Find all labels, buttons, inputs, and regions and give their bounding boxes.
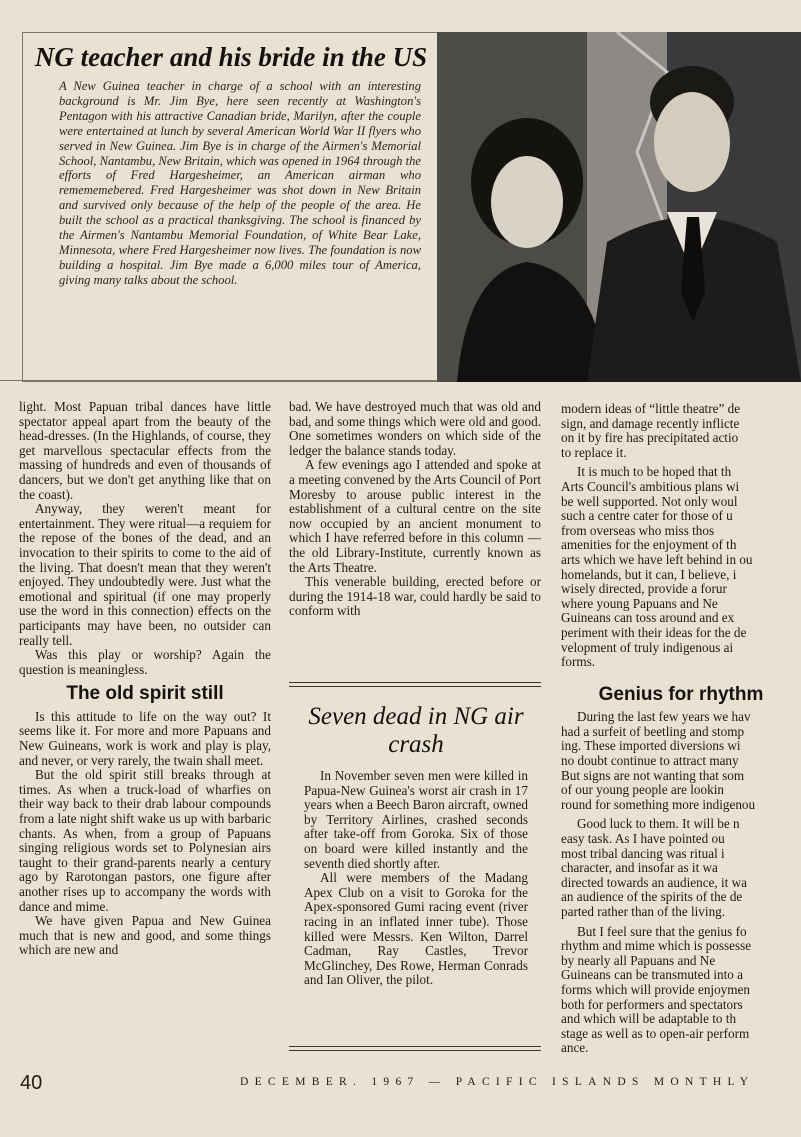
text-line: where young Papuans and Ne bbox=[561, 595, 718, 611]
couple-photo bbox=[437, 32, 801, 382]
paragraph: All were members of the Madang Apex Club on a visit to Goroka for the Apex-sponsored Gumi racing event (river racing in an inflated inner tube). Those killed were Messrs. Ken Wilton, Darrel Cadman, Ray Castles, Trevor McGlinchey, Des Rowe, Herman Conrads and Ian Oliver, the pilot. bbox=[304, 870, 528, 988]
paragraph: A few evenings ago I attended and spoke at a meeting convened by the Arts Council of Port Moresby to arouse public interest in the establishment of a cultural centre on the site now occupied by an ancient monument to which I have referred before in this column — the old Library-Institute, currently known as the Arts Theatre. bbox=[289, 457, 541, 575]
text-line: ance. bbox=[561, 1040, 589, 1056]
text-line: It is much to be hoped that th bbox=[577, 464, 732, 480]
paragraph: light. Most Papuan tribal dances have little spectator appeal apart from the beauty of the head-dresses. (In the Highlands, of course, they get marvellous spectacular effects from the massing of hundreds and even of thousands of dancers, but we don't get anything like that on the coast). bbox=[19, 399, 271, 502]
text-line: an audience of the spirits of the de bbox=[561, 889, 743, 905]
paragraph: Is this attitude to life on the way out? It seems like it. For more and more Papuans and New Guineans, work is work and play is play, and never, or very rarely, the twain shall meet. bbox=[19, 708, 271, 768]
text-line: But I feel sure that the genius fo bbox=[577, 923, 747, 939]
text-line: sign, and damage recently inflicte bbox=[561, 415, 740, 431]
text-line: be well supported. Not only woul bbox=[561, 493, 738, 509]
running-footer: DECEMBER. 1967 — PACIFIC ISLANDS MONTHLY bbox=[240, 1076, 755, 1088]
text-line: periment with their ideas for the de bbox=[561, 624, 747, 640]
paragraph: bad. We have destroyed much that was old and bad, and some things which were old and good. One sometimes wonders on which side of the ledger the balance stands today. bbox=[289, 399, 541, 458]
column-1 bbox=[19, 400, 271, 958]
text-line: most tribal dancing was ritual i bbox=[561, 845, 725, 861]
text-line: on it by fire has precipitated actio bbox=[561, 430, 739, 446]
paragraph: Anyway, they weren't meant for entertainment. They were ritual—a requiem for the repose of the bones of the dead, and an invocation to their spirits to come to the aid of the living. That doesn't mean that they weren't enjoyed. They undoubtedly were. Just what the emotional and spiritual (if one may properly use the word in this connection) effects on the participants may have been, no outsider can really tell. bbox=[19, 501, 271, 648]
text-line: During the last few years we hav bbox=[577, 709, 751, 725]
text-line: arts which we have left behind in ou bbox=[561, 551, 753, 567]
text-line: forms which will provide enjoymen bbox=[561, 981, 750, 997]
page-number: 40 bbox=[20, 1072, 43, 1094]
paragraph: But the old spirit still breaks through at times. As when a truck-load of wharfies on their way back to their drab labour compounds from a late night shift wake us up with barbaric chants. As when, from a group of Papuans singing religious words set to Polynesian airs taught to their grand-parents nearly a century ago by Rarotongan pastors, one figure after another rises up to accompany the words with dance and mime. bbox=[19, 767, 271, 914]
paragraph bbox=[561, 465, 801, 669]
column-2 bbox=[289, 400, 541, 619]
text-line: both for performers and spectators bbox=[561, 996, 743, 1012]
text-line: from overseas who miss thos bbox=[561, 522, 715, 538]
text-line: homelands, but it can, I believe, i bbox=[561, 566, 737, 582]
text-line: Guineans can be transmuted into a bbox=[561, 967, 744, 983]
text-line: wisely directed, provide a forur bbox=[561, 581, 727, 597]
text-line: directed towards an audience, it wa bbox=[561, 874, 748, 890]
air-crash-story bbox=[304, 703, 528, 988]
paragraph: This venerable building, erected before or during the 1914-18 war, could hardly be said to conform with bbox=[289, 574, 541, 619]
feature-title: NG teacher and his bride in the US bbox=[34, 42, 428, 72]
crash-title: Seven dead in NG air crash bbox=[308, 703, 524, 758]
paragraph bbox=[561, 710, 801, 812]
text-line: such a centre cater for those of u bbox=[561, 508, 733, 524]
text-line: Arts Council's ambitious plans wi bbox=[561, 478, 740, 494]
text-line: Guineans can toss around and ex bbox=[561, 610, 735, 626]
text-line: easy task. As I have pointed ou bbox=[561, 831, 725, 847]
text-line: by nearly all Papuans and Ne bbox=[561, 952, 716, 968]
paragraph: We have given Papua and New Guinea much that is new and good, and some things which are new and bbox=[19, 913, 271, 958]
text-line: and which will be adaptable to th bbox=[561, 1011, 737, 1027]
text-line: parted rather than of the living. bbox=[561, 904, 726, 919]
text-line: velopment of truly indigenous ai bbox=[561, 639, 734, 655]
text-line: of our young people are lookin bbox=[561, 782, 724, 798]
feature-rule bbox=[0, 380, 438, 381]
text-line: ing. These imported diversions wi bbox=[561, 738, 741, 754]
text-line: no doubt continue to attract many bbox=[561, 753, 739, 769]
section-heading-genius: Genius for rhythm bbox=[598, 683, 764, 705]
text-line: character, and insofar as it wa bbox=[561, 860, 718, 876]
text-line: stage as well as to open-air perform bbox=[561, 1025, 750, 1041]
text-line: But signs are not wanting that som bbox=[561, 767, 745, 783]
paragraph bbox=[561, 817, 801, 919]
text-line: to replace it. bbox=[561, 444, 627, 460]
paragraph bbox=[561, 925, 801, 1056]
text-line: round for something more indigenou bbox=[561, 796, 756, 812]
text-line: amenities for the enjoyment of th bbox=[561, 537, 737, 553]
text-line: had a surfeit of beetling and stomp bbox=[561, 723, 745, 739]
paragraph: Was this play or worship? Again the question is meaningless. bbox=[19, 647, 271, 677]
text-line: Good luck to them. It will be n bbox=[577, 816, 740, 832]
text-line: modern ideas of “little theatre” de bbox=[561, 402, 741, 416]
section-heading-old-spirit: The old spirit still bbox=[66, 683, 224, 705]
feature-caption: A New Guinea teacher in charge of a school with an interesting background is Mr. Jim Bye, here seen recently at Washington's Pentagon with his attractive Canadian bride, Marilyn, after the couple were entertained at lunch by several American World War II flyers who served in New Guinea. Jim Bye is in charge of the Airmen's Memorial School, Nantambu, New Britain, which was opened in 1964 through the efforts of Fred Hargesheimer, an American airman who remememebered. Fred Hargesheimer was shot down in New Britain and survived only because of the help of the people of the area. He built the school as a practical thanksgiving. The school is financed by the Airmen's Nantambu Memorial Foundation, of White Bear Lake, Minnesota, where Fred Hargesheimer now lives. The foundation is now building a hospital. Jim Bye made a 6,000 miles tour of America, giving many talks about the school. bbox=[59, 79, 421, 287]
crash-box-bottom-rule bbox=[289, 1046, 541, 1051]
paragraph: In November seven men were killed in Papua-New Guinea's worst air crash in 17 years when a Beech Baron aircraft, owned by Territory Airlines, crashed seconds after take-off from Goroka. Six of those on board were killed instantly and the seventh died shortly after. bbox=[304, 768, 528, 871]
feature-box bbox=[22, 32, 439, 382]
text-line: forms. bbox=[561, 654, 596, 670]
paragraph bbox=[561, 402, 801, 460]
crash-box-top-rule bbox=[289, 682, 541, 687]
text-line: rhythm and mime which is possesse bbox=[561, 938, 752, 954]
column-3 bbox=[561, 402, 801, 1056]
